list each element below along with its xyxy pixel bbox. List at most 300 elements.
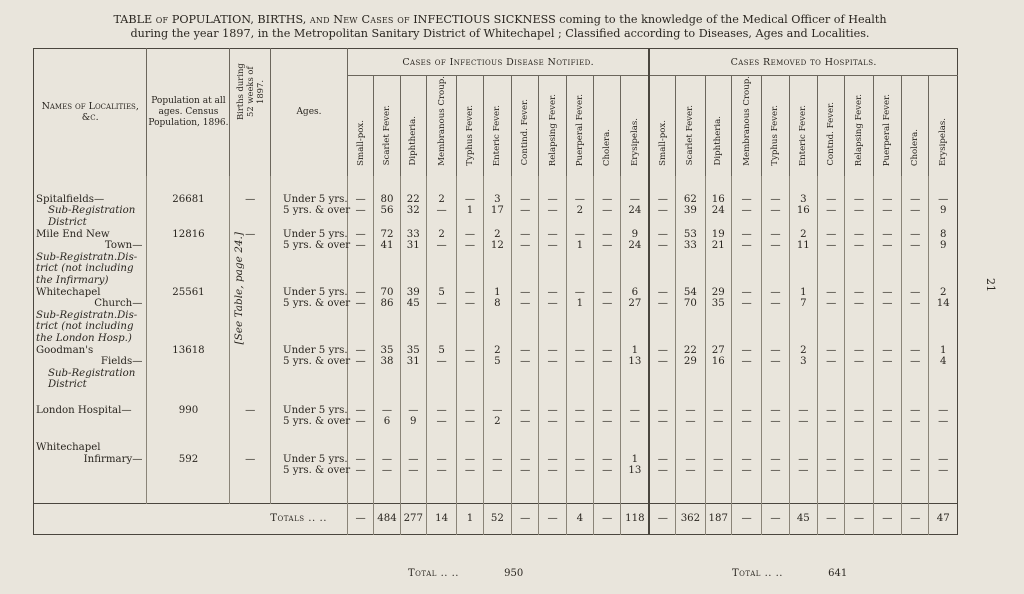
notified-value-cell <box>621 442 650 454</box>
notified-value-cell <box>374 428 400 442</box>
removed-value-cell: 22 <box>676 345 705 357</box>
notified-value-cell: — <box>594 229 621 241</box>
removed-value-cell <box>789 428 817 442</box>
removed-value-cell <box>789 275 817 287</box>
notified-value-cell <box>539 379 566 391</box>
removed-value-cell: — <box>649 405 675 417</box>
removed-value-cell <box>789 442 817 454</box>
notified-value-cell: — <box>566 345 593 357</box>
header-notified-disease: Cholera. <box>594 76 621 176</box>
removed-value-cell <box>845 428 873 442</box>
removed-value-cell <box>731 263 761 275</box>
notified-value-cell: — <box>566 356 593 368</box>
notified-value-cell: 31 <box>400 356 426 368</box>
removed-value-cell: — <box>705 405 731 417</box>
notified-value-cell: — <box>539 356 566 368</box>
notified-value-cell: 41 <box>374 240 400 252</box>
totals-row <box>34 503 958 534</box>
removed-value-cell <box>649 379 675 391</box>
notified-value-cell: 35 <box>400 345 426 357</box>
locality-cell: Goodman's <box>36 344 94 356</box>
notified-value-cell: — <box>594 356 621 368</box>
removed-value-cell: — <box>731 356 761 368</box>
notified-value-cell <box>594 428 621 442</box>
removed-value-cell <box>705 428 731 442</box>
notified-total-cell: — <box>347 503 373 534</box>
removed-value-cell: — <box>762 240 789 252</box>
notified-value-cell <box>512 263 539 275</box>
removed-value-cell <box>762 275 789 287</box>
removed-value-cell <box>676 321 705 333</box>
removed-value-cell: — <box>649 287 675 299</box>
removed-value-cell <box>762 428 789 442</box>
removed-value-cell <box>762 391 789 405</box>
notified-value-cell <box>539 263 566 275</box>
removed-value-cell: — <box>731 405 761 417</box>
population-cell <box>147 275 230 287</box>
notified-value-cell: 24 <box>621 205 650 217</box>
header-notified-disease: Erysipelas. <box>621 76 650 176</box>
notified-value-cell: 33 <box>400 229 426 241</box>
locality-cell: Spitalfields— <box>36 193 105 205</box>
notified-value-cell <box>347 368 373 380</box>
notified-value-cell <box>347 428 373 442</box>
notified-value-cell: 2 <box>426 229 456 241</box>
births-cell <box>230 275 271 287</box>
grand-total-notified-label: Total .. .. <box>408 568 459 579</box>
notified-value-cell <box>400 428 426 442</box>
locality-cell: Sub-Registratn.Dis- <box>36 309 138 321</box>
removed-total-cell: — <box>731 503 761 534</box>
header-removed-disease: Small-pox. <box>649 76 675 176</box>
notified-value-cell <box>426 252 456 264</box>
removed-value-cell <box>731 391 761 405</box>
population-cell: 25561 <box>147 287 230 299</box>
removed-value-cell: — <box>762 356 789 368</box>
notified-value-cell: — <box>566 229 593 241</box>
notified-value-cell: 2 <box>426 194 456 206</box>
notified-value-cell <box>347 310 373 322</box>
notified-value-cell <box>426 368 456 380</box>
notified-value-cell: — <box>457 416 483 428</box>
removed-value-cell: — <box>649 229 675 241</box>
age-cell: 5 yrs. & over <box>271 205 348 217</box>
notified-value-cell <box>426 263 456 275</box>
notified-total-cell: 14 <box>426 503 456 534</box>
removed-value-cell <box>929 368 958 380</box>
notified-value-cell <box>347 321 373 333</box>
removed-value-cell <box>845 321 873 333</box>
removed-value-cell: — <box>845 287 873 299</box>
locality-cell: Whitechapel <box>36 442 101 454</box>
notified-value-cell: — <box>539 405 566 417</box>
header-removed-disease: Membranous Croup. <box>731 76 761 176</box>
removed-value-cell: — <box>762 287 789 299</box>
removed-value-cell <box>676 368 705 380</box>
notified-value-cell <box>426 379 456 391</box>
removed-value-cell <box>731 379 761 391</box>
removed-value-cell: 70 <box>676 298 705 310</box>
notified-value-cell: 1 <box>566 240 593 252</box>
spacer-row <box>34 477 958 504</box>
removed-value-cell <box>705 275 731 287</box>
removed-value-cell: — <box>902 298 929 310</box>
births-cell: — <box>230 194 271 206</box>
removed-value-cell <box>762 379 789 391</box>
removed-value-cell <box>845 310 873 322</box>
notified-value-cell <box>483 321 511 333</box>
notified-value-cell: — <box>594 465 621 477</box>
notified-value-cell: 8 <box>483 298 511 310</box>
notified-value-cell <box>566 275 593 287</box>
notified-value-cell: — <box>512 454 539 466</box>
table-row <box>34 442 958 454</box>
notified-value-cell <box>566 442 593 454</box>
removed-value-cell: — <box>731 194 761 206</box>
notified-value-cell <box>594 368 621 380</box>
removed-value-cell: — <box>902 405 929 417</box>
table-row <box>34 194 958 206</box>
notified-value-cell: — <box>512 287 539 299</box>
removed-value-cell: 16 <box>705 356 731 368</box>
removed-value-cell: — <box>873 298 901 310</box>
removed-value-cell <box>649 368 675 380</box>
removed-value-cell: — <box>818 345 845 357</box>
removed-value-cell <box>818 391 845 405</box>
removed-value-cell: — <box>789 465 817 477</box>
age-cell: 5 yrs. & over <box>271 298 348 310</box>
notified-value-cell <box>512 442 539 454</box>
removed-value-cell: — <box>762 345 789 357</box>
notified-value-cell: — <box>566 405 593 417</box>
removed-value-cell <box>789 379 817 391</box>
table-row <box>34 428 958 442</box>
notified-value-cell <box>483 217 511 229</box>
table-row <box>34 379 958 391</box>
removed-value-cell: 7 <box>789 298 817 310</box>
notified-value-cell <box>374 217 400 229</box>
removed-value-cell <box>929 428 958 442</box>
removed-value-cell: 4 <box>929 356 958 368</box>
births-cell <box>230 321 271 333</box>
removed-value-cell: — <box>762 405 789 417</box>
notified-value-cell <box>512 252 539 264</box>
notified-value-cell: — <box>426 356 456 368</box>
removed-value-cell <box>649 442 675 454</box>
notified-value-cell <box>512 333 539 345</box>
notified-value-cell <box>347 379 373 391</box>
notified-value-cell <box>400 217 426 229</box>
notified-value-cell <box>512 275 539 287</box>
notified-value-cell: — <box>347 405 373 417</box>
removed-value-cell <box>676 333 705 345</box>
notified-value-cell <box>566 310 593 322</box>
notified-value-cell: — <box>457 405 483 417</box>
removed-value-cell: — <box>845 298 873 310</box>
removed-value-cell <box>929 217 958 229</box>
notified-value-cell <box>512 321 539 333</box>
removed-value-cell <box>818 368 845 380</box>
removed-value-cell: — <box>818 287 845 299</box>
table-row <box>34 391 958 405</box>
births-cell <box>230 428 271 442</box>
removed-value-cell <box>818 333 845 345</box>
notified-value-cell: — <box>512 205 539 217</box>
notified-value-cell <box>400 310 426 322</box>
notified-value-cell <box>539 333 566 345</box>
removed-value-cell <box>873 379 901 391</box>
removed-value-cell <box>902 217 929 229</box>
notified-value-cell: — <box>347 454 373 466</box>
notified-value-cell <box>426 310 456 322</box>
removed-value-cell: — <box>845 240 873 252</box>
removed-value-cell <box>845 442 873 454</box>
notified-value-cell <box>457 275 483 287</box>
removed-value-cell: — <box>818 240 845 252</box>
notified-value-cell <box>457 217 483 229</box>
removed-value-cell: — <box>676 405 705 417</box>
removed-value-cell: 1 <box>929 345 958 357</box>
notified-value-cell: 1 <box>566 298 593 310</box>
notified-value-cell: 6 <box>621 287 650 299</box>
notified-value-cell: 70 <box>374 287 400 299</box>
header-births: Births during 52 weeks of 1897. <box>230 49 271 176</box>
removed-value-cell: — <box>731 345 761 357</box>
removed-value-cell <box>705 252 731 264</box>
locality-cell: Sub-Registration <box>48 367 136 379</box>
notified-value-cell <box>400 321 426 333</box>
notified-value-cell <box>374 321 400 333</box>
notified-value-cell <box>457 391 483 405</box>
births-cell <box>230 379 271 391</box>
removed-value-cell <box>789 310 817 322</box>
notified-value-cell <box>400 379 426 391</box>
removed-value-cell <box>676 379 705 391</box>
removed-value-cell: — <box>731 416 761 428</box>
locality-cell: District <box>48 216 87 228</box>
notified-value-cell <box>374 379 400 391</box>
population-cell: 12816 <box>147 229 230 241</box>
table-title <box>30 13 970 41</box>
removed-value-cell: — <box>873 240 901 252</box>
notified-value-cell: — <box>426 465 456 477</box>
notified-value-cell <box>400 391 426 405</box>
totals-label: Totals .. .. <box>34 503 348 534</box>
removed-total-cell: — <box>845 503 873 534</box>
notified-value-cell: — <box>400 465 426 477</box>
removed-value-cell: — <box>929 465 958 477</box>
removed-value-cell: — <box>649 240 675 252</box>
notified-value-cell: 22 <box>400 194 426 206</box>
births-cell: — <box>230 454 271 466</box>
notified-value-cell <box>374 252 400 264</box>
notified-value-cell <box>374 310 400 322</box>
notified-total-cell: — <box>594 503 621 534</box>
page-number: 21 <box>984 278 997 292</box>
notified-value-cell <box>457 310 483 322</box>
removed-value-cell <box>762 252 789 264</box>
population-cell <box>147 391 230 405</box>
removed-value-cell: — <box>731 287 761 299</box>
removed-value-cell <box>649 252 675 264</box>
removed-value-cell <box>873 391 901 405</box>
notified-value-cell: — <box>539 465 566 477</box>
births-cell <box>230 345 271 357</box>
notified-value-cell <box>621 333 650 345</box>
removed-value-cell: — <box>845 356 873 368</box>
removed-value-cell <box>789 368 817 380</box>
locality-cell: Church— <box>94 298 143 310</box>
removed-value-cell <box>929 442 958 454</box>
notified-value-cell: — <box>512 416 539 428</box>
notified-value-cell <box>483 263 511 275</box>
notified-value-cell: — <box>400 454 426 466</box>
removed-value-cell <box>731 217 761 229</box>
table-row <box>34 205 958 217</box>
header-notified-disease: Membranous Croup. <box>426 76 456 176</box>
notified-value-cell: — <box>539 287 566 299</box>
removed-value-cell: — <box>789 416 817 428</box>
notified-value-cell <box>374 275 400 287</box>
removed-value-cell <box>762 333 789 345</box>
removed-total-cell: 187 <box>705 503 731 534</box>
removed-value-cell: 1 <box>789 287 817 299</box>
age-cell <box>271 428 348 442</box>
notified-value-cell: — <box>594 405 621 417</box>
notified-value-cell: 13 <box>621 356 650 368</box>
removed-value-cell <box>762 217 789 229</box>
age-cell: Under 5 yrs. <box>271 194 348 206</box>
removed-value-cell: — <box>731 454 761 466</box>
notified-value-cell: — <box>347 298 373 310</box>
removed-value-cell <box>789 391 817 405</box>
removed-value-cell <box>705 321 731 333</box>
table-row <box>34 263 958 275</box>
removed-value-cell <box>705 442 731 454</box>
removed-value-cell <box>873 333 901 345</box>
notified-value-cell: — <box>374 465 400 477</box>
notified-value-cell <box>621 379 650 391</box>
notified-value-cell <box>483 442 511 454</box>
removed-value-cell: 35 <box>705 298 731 310</box>
header-removed-disease: Erysipelas. <box>929 76 958 176</box>
removed-value-cell: — <box>902 287 929 299</box>
grand-total-removed-label: Total .. .. <box>732 568 783 579</box>
removed-value-cell <box>929 321 958 333</box>
removed-value-cell <box>845 217 873 229</box>
notified-value-cell <box>594 263 621 275</box>
removed-value-cell <box>705 379 731 391</box>
notified-value-cell <box>594 275 621 287</box>
see-table-note: [See Table, page 24.] <box>233 232 246 345</box>
population-cell: 990 <box>147 405 230 417</box>
removed-value-cell <box>762 368 789 380</box>
removed-value-cell: — <box>873 229 901 241</box>
removed-value-cell: 14 <box>929 298 958 310</box>
notified-value-cell <box>566 263 593 275</box>
population-cell <box>147 310 230 322</box>
table-row <box>34 240 958 252</box>
removed-value-cell: — <box>902 465 929 477</box>
header-localities: Names of Localities, &c. <box>41 101 139 124</box>
age-cell <box>271 442 348 454</box>
removed-value-cell <box>818 252 845 264</box>
removed-value-cell: — <box>762 465 789 477</box>
notified-value-cell: — <box>621 194 650 206</box>
notified-value-cell: 6 <box>374 416 400 428</box>
table-row <box>34 275 958 287</box>
title-line-2: during the year 1897, in the Metropolitan Sanitary District of Whitechapel ; Classified according to Diseases, Ages and Localities. <box>130 27 870 40</box>
removed-value-cell: — <box>845 416 873 428</box>
births-cell <box>230 287 271 299</box>
births-cell <box>230 465 271 477</box>
removed-value-cell <box>873 310 901 322</box>
removed-value-cell <box>649 275 675 287</box>
births-cell: — <box>230 229 271 241</box>
notified-value-cell <box>400 333 426 345</box>
notified-value-cell <box>457 379 483 391</box>
removed-value-cell: 21 <box>705 240 731 252</box>
births-cell <box>230 356 271 368</box>
removed-value-cell: 3 <box>789 356 817 368</box>
notified-value-cell <box>594 321 621 333</box>
age-cell <box>271 379 348 391</box>
notified-value-cell: — <box>512 356 539 368</box>
removed-value-cell: — <box>902 416 929 428</box>
notified-value-cell: 2 <box>566 205 593 217</box>
removed-value-cell: — <box>762 194 789 206</box>
removed-value-cell: — <box>902 345 929 357</box>
births-cell <box>230 416 271 428</box>
notified-value-cell <box>426 321 456 333</box>
notified-total-cell: 277 <box>400 503 426 534</box>
removed-value-cell <box>762 263 789 275</box>
notified-value-cell <box>347 252 373 264</box>
notified-value-cell <box>483 275 511 287</box>
grand-total-removed-value: 641 <box>828 568 848 579</box>
removed-value-cell: — <box>818 405 845 417</box>
notified-value-cell <box>594 333 621 345</box>
removed-value-cell: — <box>873 287 901 299</box>
notified-value-cell <box>539 275 566 287</box>
notified-value-cell: 56 <box>374 205 400 217</box>
notified-value-cell <box>426 428 456 442</box>
notified-value-cell <box>457 428 483 442</box>
notified-value-cell <box>483 391 511 405</box>
locality-cell: Sub-Registratn.Dis- <box>36 251 138 263</box>
population-cell <box>147 416 230 428</box>
locality-cell <box>34 428 147 442</box>
removed-value-cell: — <box>873 194 901 206</box>
title-word-of-2: of <box>397 13 410 26</box>
removed-value-cell: — <box>929 454 958 466</box>
notified-value-cell <box>566 321 593 333</box>
removed-value-cell <box>705 263 731 275</box>
notified-value-cell <box>347 275 373 287</box>
notified-value-cell <box>400 442 426 454</box>
notified-value-cell: 31 <box>400 240 426 252</box>
notified-value-cell <box>347 442 373 454</box>
removed-value-cell <box>902 263 929 275</box>
notified-value-cell <box>426 442 456 454</box>
removed-value-cell <box>649 310 675 322</box>
notified-value-cell: — <box>457 194 483 206</box>
notified-value-cell: — <box>594 287 621 299</box>
notified-value-cell: — <box>426 454 456 466</box>
locality-cell: Sub-Registration <box>48 205 136 217</box>
notified-value-cell <box>347 217 373 229</box>
removed-value-cell: — <box>818 298 845 310</box>
